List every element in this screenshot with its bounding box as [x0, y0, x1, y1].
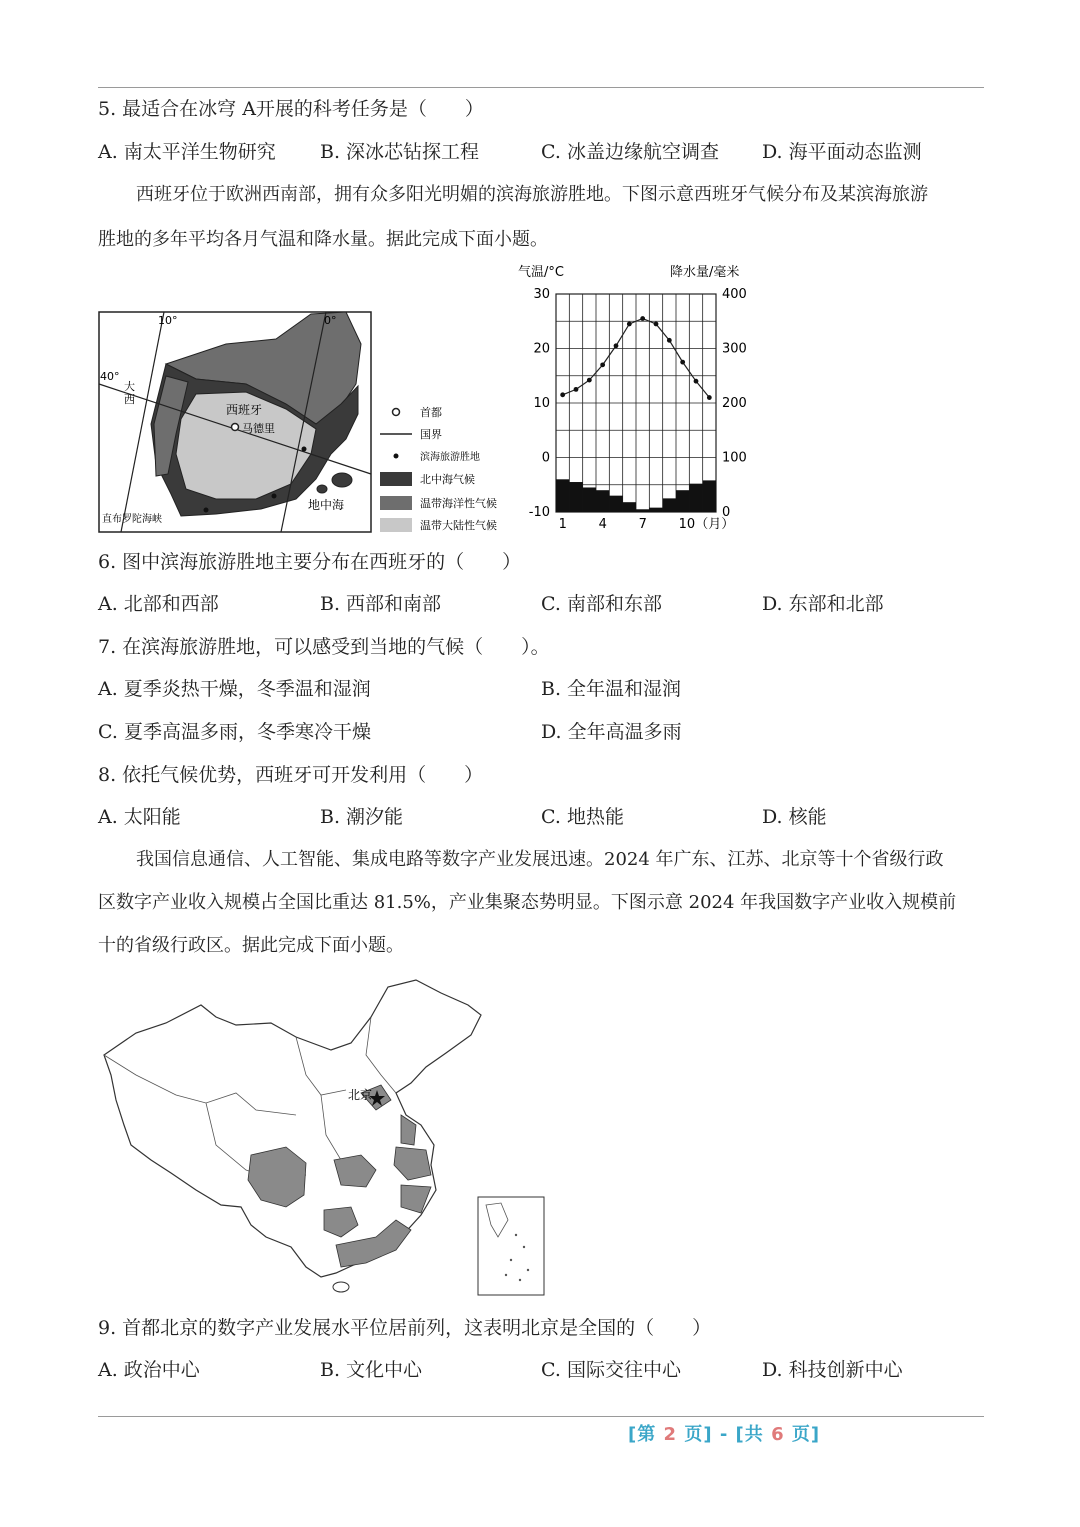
temp-tick-label: 10 — [533, 396, 550, 411]
q5-option-b[interactable]: B. 深冰芯钻探工程 — [320, 141, 480, 163]
precip-tick-label: 300 — [722, 341, 747, 357]
chart-ylabel-right: 降水量/毫米 — [670, 265, 740, 280]
passage1-line2: 胜地的多年平均各月气温和降水量。据此完成下面小题。 — [98, 229, 548, 250]
temperature-point — [707, 395, 712, 400]
q7-option-d[interactable]: D. 全年高温多雨 — [541, 721, 682, 743]
temp-tick-label: 20 — [533, 341, 550, 357]
temperature-point — [614, 343, 619, 348]
precip-tick-label: 0 — [722, 505, 731, 520]
temperature-point — [640, 316, 645, 321]
q9-option-d[interactable]: D. 科技创新中心 — [762, 1359, 903, 1381]
q8-option-d[interactable]: D. 核能 — [762, 806, 827, 828]
q5-stem: 5. 最适合在冰穹 A开展的科考任务是（ ） — [98, 98, 484, 120]
strait-label: 直布罗陀海峡 — [102, 514, 162, 525]
month-tick-label: 7 — [638, 517, 647, 532]
q5-option-d[interactable]: D. 海平面动态监测 — [762, 141, 922, 163]
legend-capital: 首都 — [420, 406, 442, 419]
temperature-point — [627, 322, 632, 327]
q9-option-a[interactable]: A. 政治中心 — [98, 1359, 200, 1381]
q5-option-a[interactable]: A. 南太平洋生物研究 — [98, 141, 276, 163]
legend-continental: 温带大陆性气候 — [420, 519, 497, 532]
precip-bar — [556, 479, 569, 512]
passage2-line2: 区数字产业收入规模占全国比重达 81.5%，产业集聚态势明显。下图示意 2024 年我国数字产业收入规模前 — [98, 892, 957, 913]
q9-stem: 9. 首都北京的数字产业发展水平位居前列，这表明北京是全国的（ ） — [98, 1317, 712, 1339]
q7-option-c[interactable]: C. 夏季高温多雨，冬季寒冷干燥 — [98, 721, 371, 743]
ocean-label-1: 大 — [124, 380, 135, 393]
precip-bar — [649, 508, 662, 512]
q9-option-b[interactable]: B. 文化中心 — [320, 1359, 423, 1381]
footer-page-number: 2 — [663, 1424, 678, 1445]
precip-bar — [569, 482, 582, 512]
precip-bar — [596, 490, 609, 512]
q6-option-b[interactable]: B. 西部和南部 — [320, 593, 442, 615]
spain-climate-map — [96, 304, 536, 544]
q7-option-b[interactable]: B. 全年温和湿润 — [541, 678, 682, 700]
country-label: 西班牙 — [226, 403, 263, 417]
temperature-point — [694, 379, 699, 384]
passage2-line3: 十的省级行政区。据此完成下面小题。 — [98, 935, 404, 956]
precip-bar — [703, 480, 716, 512]
precip-bar — [663, 498, 676, 512]
lat-40-label: 40° — [100, 370, 120, 383]
q7-option-a[interactable]: A. 夏季炎热干燥，冬季温和湿润 — [98, 678, 371, 700]
climate-chart — [512, 258, 772, 538]
temperature-point — [680, 360, 685, 365]
precip-bar — [583, 487, 596, 512]
temperature-point — [560, 392, 565, 397]
q9-option-c[interactable]: C. 国际交往中心 — [541, 1359, 681, 1381]
precip-tick-label: 400 — [722, 287, 747, 302]
top-rule — [98, 87, 984, 88]
q8-stem: 8. 依托气候优势，西班牙可开发利用（ ） — [98, 764, 484, 786]
q6-option-d[interactable]: D. 东部和北部 — [762, 593, 884, 615]
q6-option-a[interactable]: A. 北部和西部 — [98, 593, 219, 615]
chart-ylabel-left: 气温/°C — [518, 265, 564, 280]
china-capital-label: 北京 — [348, 1088, 373, 1102]
page-footer — [628, 1420, 820, 1446]
q6-option-c[interactable]: C. 南部和东部 — [541, 593, 662, 615]
month-tick-label: 10（月） — [678, 517, 735, 532]
precip-tick-label: 200 — [722, 396, 747, 411]
sea-label: 地中海 — [308, 498, 345, 512]
temperature-point — [574, 387, 579, 392]
temperature-point — [654, 322, 659, 327]
precip-bar — [689, 484, 702, 512]
footer-total-pages: 6 — [771, 1424, 785, 1445]
legend-mediterranean: 北中海气候 — [420, 473, 475, 486]
lon-0-label: 0° — [324, 314, 337, 327]
legend-resort: 滨海旅游胜地 — [420, 452, 480, 463]
legend-border: 国界 — [420, 428, 442, 441]
lon-10-label: 10° — [158, 314, 178, 327]
legend-oceanic: 温带海洋性气候 — [420, 497, 497, 510]
capital-marker — [232, 424, 239, 431]
passage1-line1: 西班牙位于欧洲西南部，拥有众多阳光明媚的滨海旅游胜地。下图示意西班牙气候分布及某滨海旅游 — [136, 184, 928, 205]
footer-mid: 页] - [共 — [684, 1424, 764, 1445]
precip-bar — [636, 509, 649, 512]
temperature-point — [667, 338, 672, 343]
month-tick-label: 1 — [558, 517, 567, 532]
month-tick-label: 4 — [598, 517, 607, 532]
temp-tick-label: 0 — [541, 450, 550, 466]
temperature-point — [600, 362, 605, 367]
passage2-line1: 我国信息通信、人工智能、集成电路等数字产业发展迅速。2024 年广东、江苏、北京等十个省级行政 — [136, 849, 944, 870]
q8-option-b[interactable]: B. 潮汐能 — [320, 806, 404, 828]
precip-bar — [676, 490, 689, 512]
temp-tick-label: 30 — [533, 287, 550, 302]
q5-option-c[interactable]: C. 冰盖边缘航空调查 — [541, 141, 719, 163]
precip-tick-label: 100 — [722, 450, 747, 466]
temp-tick-label: -10 — [528, 505, 550, 520]
q6-stem: 6. 图中滨海旅游胜地主要分布在西班牙的（ ） — [98, 551, 522, 573]
footer-prefix: [第 — [628, 1424, 657, 1445]
precip-bar — [623, 502, 636, 512]
q8-option-a[interactable]: A. 太阳能 — [98, 806, 181, 828]
bottom-rule — [98, 1416, 984, 1417]
footer-suffix: 页] — [791, 1424, 821, 1445]
q7-stem: 7. 在滨海旅游胜地，可以感受到当地的气候（ ）。 — [98, 636, 550, 658]
map-legend — [380, 405, 497, 532]
temperature-point — [587, 378, 592, 383]
q8-option-c[interactable]: C. 地热能 — [541, 806, 624, 828]
precip-bar — [609, 496, 622, 512]
ocean-label-2: 西 — [124, 393, 135, 406]
capital-label: 马德里 — [242, 422, 275, 435]
china-map — [96, 975, 556, 1300]
